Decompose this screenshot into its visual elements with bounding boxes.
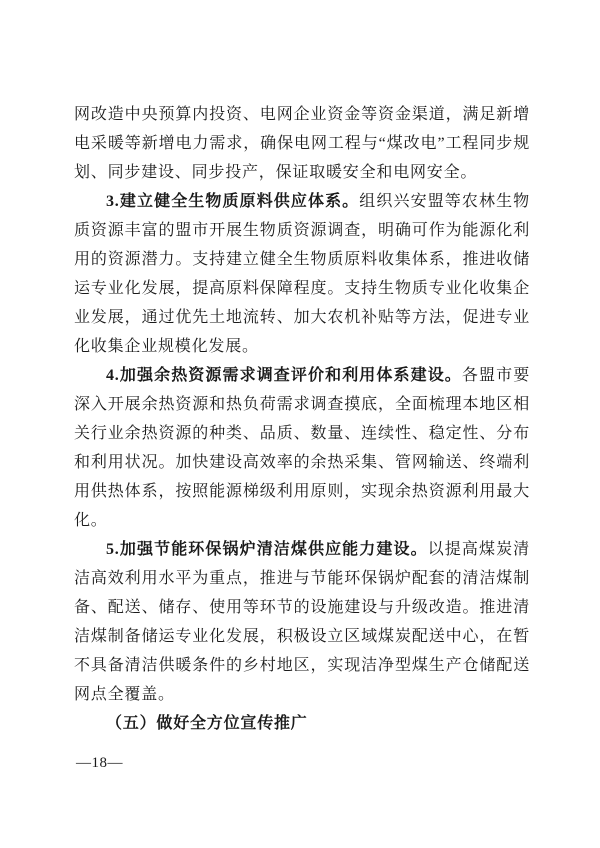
paragraph-text: 各盟市要深入开展余热资源和热负荷需求调查摸底，全面梳理本地区相关行业余热资源的种类、品质、数量、连续性、稳定性、分布和利用状况。加快建设高效率的余热采集、管网输送、终端利用供热体系，按照能源梯级利用原则，实现余热资源利用最大化。 (74, 367, 530, 529)
paragraph-item-5 (74, 535, 530, 709)
section-heading: （五）做好全方位宣传推广 (106, 715, 308, 732)
paragraph-item-4 (74, 361, 530, 535)
paragraph-item-3 (74, 187, 530, 361)
paragraph-lead: 4.加强余热资源需求调查评价和利用体系建设。 (106, 367, 462, 384)
paragraph-lead: 3.建立健全生物质原料供应体系。 (106, 193, 360, 210)
paragraph-text: 网改造中央预算内投资、电网企业资金等资金渠道，满足新增电采暖等新增电力需求，确保电网工程与“煤改电”工程同步规划、同步建设、同步投产，保证取暖安全和电网安全。 (74, 106, 530, 181)
page-number: —18— (76, 755, 123, 771)
paragraph-continuation (74, 100, 530, 187)
paragraph-text: 组织兴安盟等农林生物质资源丰富的盟市开展生物质资源调查，明确可作为能源化利用的资源潜力。支持建立健全生物质原料收集体系，推进收储运专业化发展，提高原料保障程度。支持生物质专业化收集企业发展，通过优先土地流转、加大农机补贴等方法，促进专业化收集企业规模化发展。 (74, 193, 530, 355)
paragraph-text: 以提高煤炭清洁高效利用水平为重点，推进与节能环保锅炉配套的清洁煤制备、配送、储存、使用等环节的设施建设与升级改造。推进清洁煤制备储运专业化发展，积极设立区域煤炭配送中心，在暂不具备清洁供暖条件的乡村地区，实现洁净型煤生产仓储配送网点全覆盖。 (74, 541, 530, 703)
document-body (74, 100, 530, 738)
paragraph-lead: 5.加强节能环保锅炉清洁煤供应能力建设。 (106, 541, 428, 558)
